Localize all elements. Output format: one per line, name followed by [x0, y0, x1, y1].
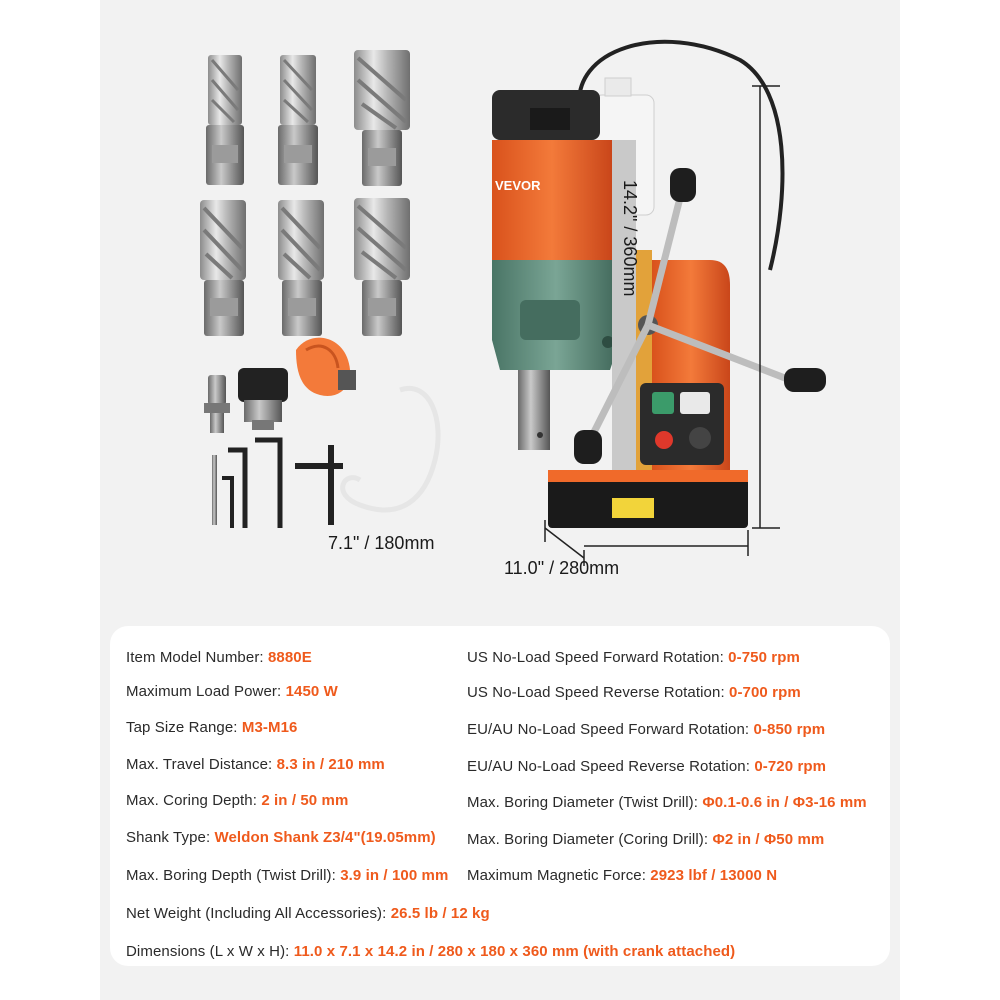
spec-eu-reverse-speed: EU/AU No-Load Speed Reverse Rotation: 0-720 rpm [467, 758, 827, 775]
spec-boring-diameter-twist: Max. Boring Diameter (Twist Drill): Φ0.1-0.6 in / Φ3-16 mm [467, 794, 867, 811]
brand-logo: VEVOR [495, 178, 541, 193]
width-dimension-label: 11.0" / 280mm [504, 558, 620, 578]
spec-shank-type: Shank Type: Weldon Shank Z3/4"(19.05mm) [126, 829, 436, 846]
magnetic-drill [492, 42, 826, 528]
drill-chuck [238, 368, 288, 430]
safety-strap [296, 338, 356, 396]
ejector-pin [212, 455, 217, 525]
spec-magnetic-force: Maximum Magnetic Force: 2923 lbf / 13000 N [467, 867, 778, 884]
hex-key-medium [255, 440, 280, 528]
annular-cutter [278, 55, 318, 185]
spec-eu-forward-speed: EU/AU No-Load Speed Forward Rotation: 0-850 rpm [467, 721, 826, 738]
coolant-tube [343, 388, 438, 510]
width-dimension-line [584, 530, 748, 556]
spec-item-model: Item Model Number: 8880E [126, 649, 312, 666]
height-dimension-label: 14.2" / 360mm [620, 180, 640, 297]
depth-dimension-label: 7.1" / 180mm [328, 533, 435, 553]
spec-us-forward-speed: US No-Load Speed Forward Rotation: 0-750 rpm [467, 649, 800, 666]
spec-dimensions: Dimensions (L x W x H): 11.0 x 7.1 x 14.2 in / 280 x 180 x 360 mm (with crank attached) [126, 943, 736, 960]
annular-cutter [200, 200, 246, 336]
spec-tap-size-range: Tap Size Range: M3-M16 [126, 719, 298, 736]
spec-us-reverse-speed: US No-Load Speed Reverse Rotation: 0-700 rpm [467, 684, 801, 701]
arbor-adapter [204, 375, 230, 433]
product-illustration [100, 0, 900, 620]
spec-max-boring-depth: Max. Boring Depth (Twist Drill): 3.9 in / 100 mm [126, 867, 449, 884]
spec-max-load-power: Maximum Load Power: 1450 W [126, 683, 338, 700]
annular-cutter [354, 198, 410, 336]
annular-cutter [206, 55, 244, 185]
spec-max-coring-depth: Max. Coring Depth: 2 in / 50 mm [126, 792, 349, 809]
spec-max-travel-distance: Max. Travel Distance: 8.3 in / 210 mm [126, 756, 385, 773]
spec-boring-diameter-coring: Max. Boring Diameter (Coring Drill): Φ2 in / Φ50 mm [467, 831, 825, 848]
spec-net-weight: Net Weight (Including All Accessories): 26.5 lb / 12 kg [126, 905, 490, 922]
height-dimension-line [752, 86, 780, 528]
annular-cutter [354, 50, 410, 186]
annular-cutter [278, 200, 324, 336]
hex-key-small [222, 478, 232, 528]
chuck-key [295, 445, 343, 525]
